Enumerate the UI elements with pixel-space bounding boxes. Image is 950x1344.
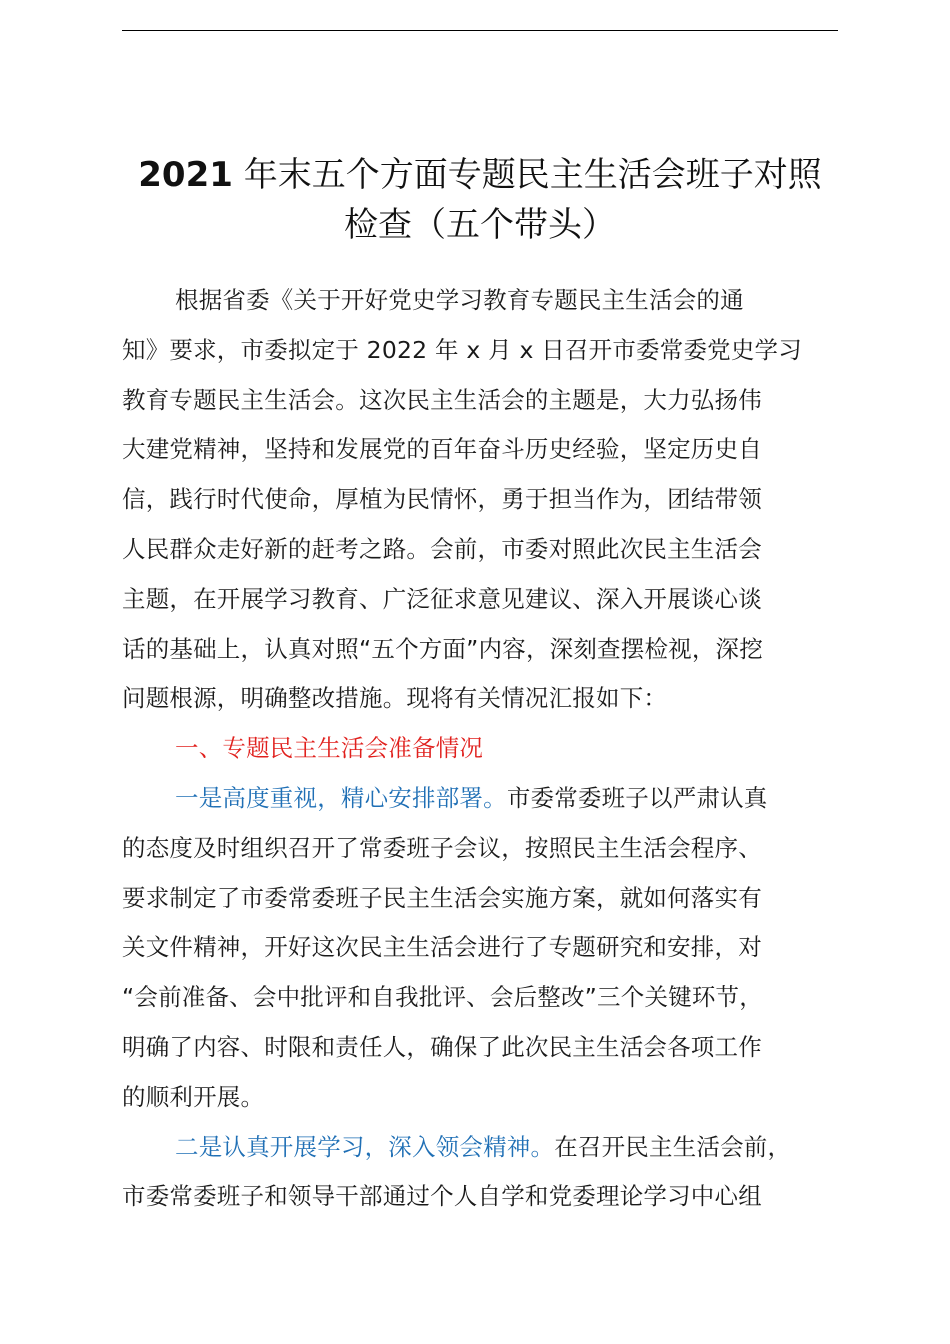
point-1-paragraph <box>122 774 862 1123</box>
intro-line: 知》要求，市委拟定于 2022 年 x 月 x 日召开市委常委党史学习 <box>122 335 802 364</box>
title-line-1 <box>110 150 850 200</box>
title-year: 2021 <box>138 155 233 195</box>
intro-line: 问题根源，明确整改措施。现将有关情况汇报如下： <box>122 684 668 713</box>
point-1-line: 关文件精神，开好这次民主生活会进行了专题研究和安排，对 <box>122 933 762 962</box>
intro-line: 话的基础上，认真对照“五个方面”内容，深刻查摆检视，深挖 <box>122 634 763 663</box>
section-1-heading: 一、专题民主生活会准备情况 <box>175 734 484 763</box>
point-2-paragraph <box>122 1123 862 1223</box>
title-line-2: 检查（五个带头） <box>344 205 616 245</box>
intro-line: 信，践行时代使命，厚植为民情怀，勇于担当作为，团结带领 <box>122 485 762 514</box>
intro-line: 教育专题民主生活会。这次民主生活会的主题是，大力弘扬伟 <box>122 385 762 414</box>
section-heading <box>122 724 862 774</box>
intro-line: 人民群众走好新的赶考之路。会前，市委对照此次民主生活会 <box>122 534 762 563</box>
point-1-line: “会前准备、会中批评和自我批评、会后整改”三个关键环节， <box>122 983 763 1012</box>
intro-line: 根据省委《关于开好党史学习教育专题民主生活会的通 <box>175 286 744 314</box>
point-1-first-line <box>122 774 862 824</box>
point-1-line: 的态度及时组织召开了常委班子会议，按照民主生活会程序、 <box>122 833 762 862</box>
point-1-line: 要求制定了市委常委班子民主生活会实施方案，就如何落实有 <box>122 883 762 912</box>
point-2-line: 市委常委班子和领导干部通过个人自学和党委理论学习中心组 <box>122 1182 762 1211</box>
intro-line: 主题，在开展学习教育、广泛征求意见建议、深入开展谈心谈 <box>122 584 762 613</box>
point-1-lead: 一是高度重视，精心安排部署。 <box>175 783 507 812</box>
point-2-first-rest: 在召开民主生活会前， <box>554 1132 792 1161</box>
point-1-line: 明确了内容、时限和责任人，确保了此次民主生活会各项工作 <box>122 1032 762 1061</box>
point-2-lead: 二是认真开展学习，深入领会精神。 <box>175 1132 555 1161</box>
intro-paragraph <box>122 276 862 724</box>
title-line-1-text: 年末五个方面专题民主生活会班子对照 <box>243 155 822 195</box>
document-title <box>110 150 850 250</box>
point-2-first-line <box>122 1123 862 1173</box>
document-body <box>122 276 862 1222</box>
intro-line: 大建党精神，坚持和发展党的百年奋斗历史经验，坚定历史自 <box>122 435 762 464</box>
point-1-first-rest: 市委常委班子以严肃认真 <box>506 783 768 812</box>
header-rule <box>122 30 838 31</box>
point-1-line: 的顺利开展。 <box>122 1082 265 1111</box>
